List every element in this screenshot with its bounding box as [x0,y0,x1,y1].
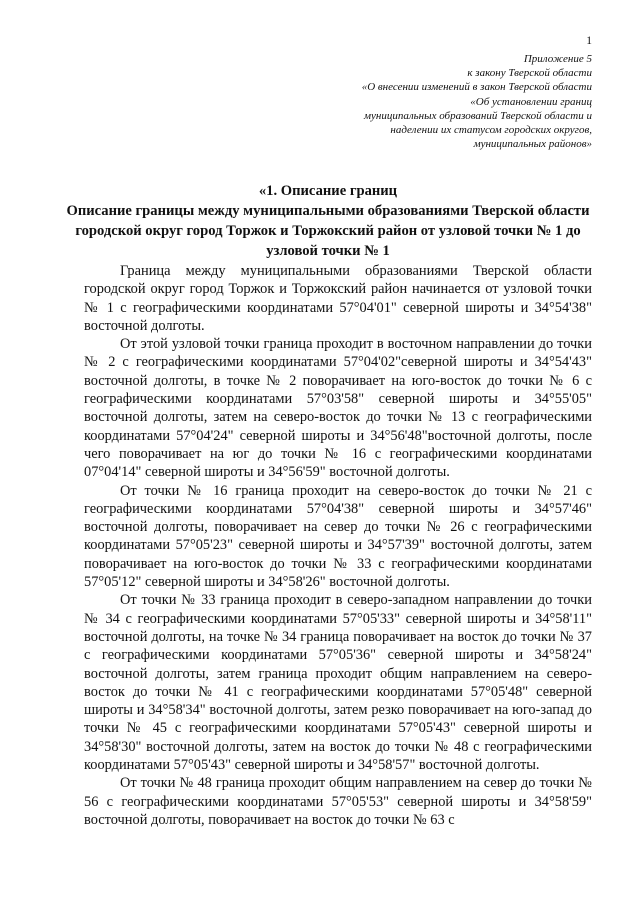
appendix-line: наделении их статусом городских округов, [390,124,592,137]
paragraph: Граница между муниципальными образованиями Тверской области городской округ город Торжок и Торжокский район начинается от узловой точки № 1 с географическими координатами 57°04'01" северной широты и 34°54'38" восточной долготы. [84,263,592,334]
appendix-line: «О внесении изменений в закон Тверской области [361,81,592,94]
page-number: 1 [586,35,592,47]
appendix-line: муниципальных образований Тверской области и [364,109,592,122]
paragraph: От точки № 16 граница проходит на северо-восток до точки № 21 с географическими координатами 57°04'38" северной широты и 34°57'46" восточной долготы, поворачивает на север до точки № 26 с географическими координатами 57°05'23" северной широты и 34°57'39" восточной долготы, затем поворачивает на юго-восток до точки № 33 с географическими координатами 57°05'12" северной широты и 34°58'26" восточной долготы. [84,482,592,591]
appendix-line: к закону Тверской области [467,67,592,80]
paragraph: От этой узловой точки граница проходит в восточном направлении до точки № 2 с географическими координатами 57°04'02"северной широты и 34°54'43" восточной долготы, в точке № 2 поворачивает на юго-восток до точки № 6 с географическими координатами 57°03'58" северной широты и 34°55'05" восточной долготы, затем на северо-восток до точки № 13 с географическими координатами 57°04'24" северной широты и 34°56'48"восточной долготы, после чего поворачивает на юг до точки № 16 с географическими координатами 07°04'14" северной широты и 34°56'59" восточной долготы. [84,336,592,481]
appendix-line: «Об установлении границ [470,95,592,108]
section-title: «1. Описание границ [258,183,398,199]
boundary-subtitle: Описание границы между муниципальными образованиями Тверской области городской округ город Торжок и Торжокский район от узловой точки № 1 до узловой точки № 1 [66,203,590,259]
paragraph: От точки № 33 граница проходит в северо-западном направлении до точки № 34 с географическими координатами 57°05'33" северной широты и 34°58'11" восточной долготы, на точке № 34 граница поворачивает на восток до точки № 37 с географическими координатами 57°05'36" северной широты и 34°58'24" восточной долготы, затем граница проходит общим направлением на северо-восток до точки № 41 с географическими координатами 57°05'48" северной широты и 34°58'34" восточной долготы, затем резко поворачивает на юго-запад до точки № 45 с географическими координатами 57°05'43" северной широты и 34°58'30" восточной долготы, затем на восток до точки № 48 с географическими координатами 57°05'43" северной широты и 34°58'57" восточной долготы. [84,592,592,774]
appendix-header [272,52,592,151]
boundary-description [84,262,592,829]
appendix-line: Приложение 5 [523,53,592,65]
paragraph: От точки № 48 граница проходит общим направлением на север до точки № 56 с географическими координатами 57°05'53" северной широты и 34°58'59" восточной долготы, поворачивает на восток до точки № 63 с [84,775,592,828]
appendix-line: муниципальных районов» [473,138,592,151]
document-titles [60,181,596,261]
